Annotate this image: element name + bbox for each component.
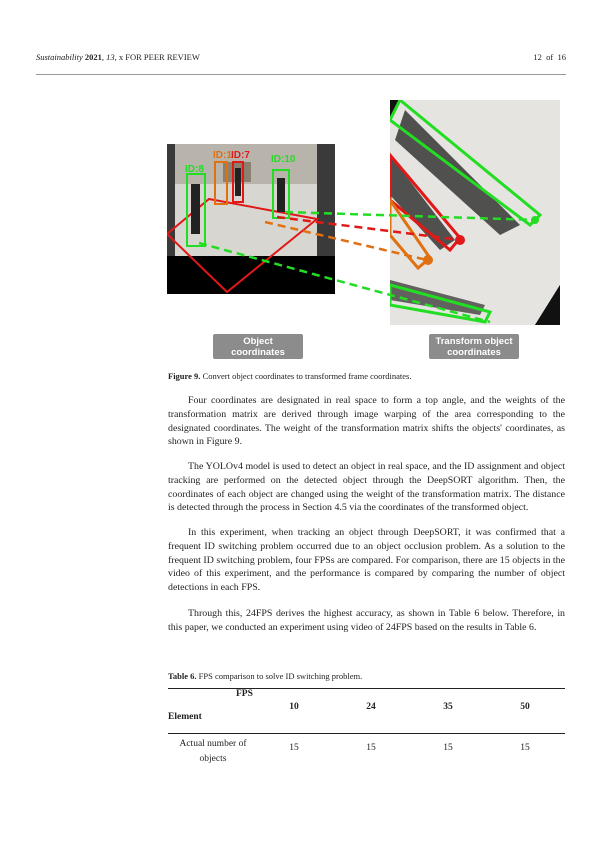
table-header-col-4: 50: [520, 702, 530, 712]
paragraph-2: The YOLOv4 model is used to detect an object in real space, and the ID assignment and object tracking are performed on the detected object through the DeepSORT algorithm. Then, the coordinates of each object are changed using the weight of the transformation matrix. The distance is detected through the process in Section 4.5 via the coordinates of the transformed object.: [168, 461, 565, 514]
figure-9: [165, 100, 565, 360]
object-coordinates-label: [213, 334, 303, 359]
figure-caption: [168, 371, 568, 381]
table-caption-text: FPS comparison to solve ID switching problem.: [196, 671, 363, 681]
table-header-col-3: 35: [443, 702, 453, 712]
journal-year: 2021: [84, 52, 102, 62]
table-header-fps: FPS: [236, 689, 253, 699]
table-cell-2: 15: [366, 743, 376, 753]
table-header-col-2: 24: [366, 702, 376, 712]
object-coordinates-line1: Object: [243, 336, 273, 347]
figure-caption-label: Figure 9.: [168, 371, 201, 381]
table-cell-3: 15: [443, 743, 453, 753]
track-label-10: ID:10: [271, 154, 296, 165]
page-of: of: [546, 52, 554, 62]
track-label-7: ID:7: [231, 150, 250, 161]
transform-label-line2: coordinates: [447, 347, 501, 358]
row-label-line1: Actual number of: [179, 739, 247, 749]
table-top-rule: [168, 688, 565, 689]
transform-label-line1: Transform object: [435, 336, 513, 347]
object-coordinates-line2: coordinates: [231, 347, 285, 358]
current-page: 12: [533, 52, 542, 62]
transform-arrows: [165, 100, 565, 335]
running-header: [36, 52, 566, 66]
page-number: [533, 52, 566, 62]
table-cell-4: 15: [520, 743, 530, 753]
journal-volume: 13: [106, 52, 115, 62]
table-caption-label: Table 6.: [168, 671, 197, 681]
track-label-1: ID:1: [213, 150, 232, 161]
table-header-rule: [168, 733, 565, 734]
table-header-element: Element: [168, 712, 202, 722]
arrow-green-top: [285, 212, 537, 220]
review-label: , x FOR PEER REVIEW: [114, 52, 200, 62]
paragraph-1: Four coordinates are designated in real space to form a top angle, and the weights of the transformation matrix are derived through image warping of the area corresponding to the designated coordinates. The weight of the transformation matrix shifts the objects' coordinates, as shown in Figure 9.: [168, 395, 565, 448]
figure-caption-text: Convert object coordinates to transformed frame coordinates.: [200, 371, 412, 381]
row-label-line2: objects: [199, 754, 227, 764]
table-caption: [168, 671, 362, 681]
paragraph-4: Through this, 24FPS derives the highest accuracy, as shown in Table 6 below. Therefore, in this paper, we conducted an experiment using video of 24FPS based on the results in Table 6.: [168, 608, 565, 633]
journal-name: Sustainability: [36, 52, 83, 62]
table-cell-1: 15: [289, 743, 299, 753]
total-pages: 16: [557, 52, 566, 62]
track-label-8: ID:8: [185, 164, 204, 175]
arrow-green-bottom: [199, 243, 490, 322]
paragraph-3: In this experiment, when tracking an object through DeepSORT, it was confirmed that a frequent ID switching problem occurred due to an object occlusion problem. As a solution to the frequent ID switching problem, four FPSs are compared. For comparison, there are 15 objects in the video of this experiment, and the performance is compared by comparing the number of object detections in each FPS.: [168, 527, 565, 594]
journal-citation: Sustainability 2021, 13, x FOR PEER REVIEW: [36, 52, 200, 62]
table-row-label: [168, 737, 258, 767]
table-header-col-1: 10: [289, 702, 299, 712]
arrow-orange: [265, 222, 427, 260]
arrow-red: [277, 217, 461, 240]
transform-object-coordinates-label: [429, 334, 519, 359]
header-rule: [36, 74, 566, 75]
